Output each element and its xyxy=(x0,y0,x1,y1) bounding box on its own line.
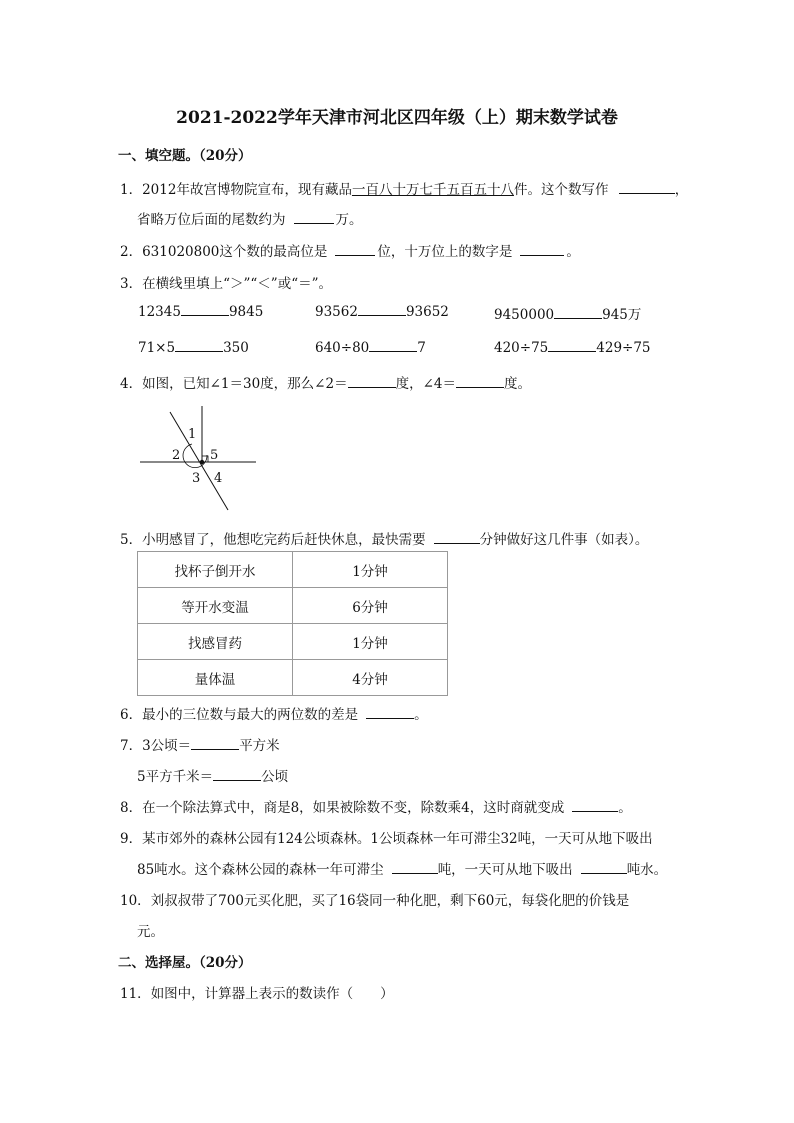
question-number: 7． xyxy=(120,738,143,754)
angle-label-2: 2 xyxy=(172,448,181,463)
question-number: 6． xyxy=(120,707,143,723)
table-row xyxy=(138,552,448,588)
question-9-line-2 xyxy=(137,858,667,878)
q7-unit-a: 平方米 xyxy=(239,738,280,754)
q10-line1: 刘叔叔带了700元买化肥，买了16袋同一种化肥，剩下60元，每袋化肥的价钱是 xyxy=(150,893,630,909)
q1-text-post: 件。这个数写作 xyxy=(513,182,609,198)
compare-left: 93562 xyxy=(315,304,358,320)
q5-text-a: 小明感冒了，他想吃完药后赶快休息，最快需要 xyxy=(142,532,426,548)
table-cell: 1分钟 xyxy=(293,552,448,588)
vertex-point xyxy=(200,460,204,464)
q4-text-b: 度，∠4＝ xyxy=(395,376,456,392)
q6-punct: 。 xyxy=(414,707,428,723)
angle-label-1: 1 xyxy=(188,427,197,442)
compare-left: 9450000 xyxy=(494,307,555,323)
angle-label-4: 4 xyxy=(214,471,223,486)
page-title: 2021-2022学年天津市河北区四年级（上）期末数学试卷 xyxy=(176,108,618,128)
question-3 xyxy=(120,272,332,292)
q9-text-c: 吨水。 xyxy=(626,862,668,878)
q7-text-a: 3公顷＝ xyxy=(142,738,192,754)
question-number: 4． xyxy=(120,376,143,392)
answer-blank[interactable] xyxy=(548,339,596,352)
q11-text: 如图中，计算器上表示的数读作（ ） xyxy=(150,986,394,1002)
q5-text-b: 分钟做好这几件事（如表）。 xyxy=(479,532,649,548)
q1-underlined-number-words: 一百八十万七千五百五十八 xyxy=(351,182,514,198)
answer-blank[interactable] xyxy=(358,303,406,316)
answer-blank[interactable] xyxy=(434,531,480,544)
answer-blank[interactable] xyxy=(294,211,334,224)
answer-blank[interactable] xyxy=(348,375,396,388)
table-cell: 量体温 xyxy=(138,660,293,696)
table-cell: 1分钟 xyxy=(293,624,448,660)
question-2 xyxy=(120,240,580,260)
compare-left: 71×5 xyxy=(138,340,176,356)
question-number: 2． xyxy=(120,244,143,260)
compare-item xyxy=(315,303,449,320)
answer-blank[interactable] xyxy=(581,861,627,874)
q9-text-a: 85吨水。这个森林公园的森林一年可滞尘 xyxy=(137,862,384,878)
compare-left: 420÷75 xyxy=(494,340,549,356)
answer-blank[interactable] xyxy=(175,339,223,352)
question-5 xyxy=(120,528,648,548)
compare-right: 9845 xyxy=(228,304,264,320)
q9-text-b: 吨，一天可从地下吸出 xyxy=(437,862,573,878)
compare-item xyxy=(494,339,651,356)
answer-blank[interactable] xyxy=(456,375,504,388)
section-heading-choice: 二、选择屋。（20分） xyxy=(118,955,252,971)
table-row xyxy=(138,660,448,696)
table-row xyxy=(138,624,448,660)
q1-line2-text: 省略万位后面的尾数约为 xyxy=(137,212,286,228)
answer-blank[interactable] xyxy=(335,243,375,256)
q1-punct: ， xyxy=(674,182,689,198)
question-number: 8． xyxy=(120,800,143,816)
question-10-line-2: 元。 xyxy=(137,924,164,940)
table-cell: 4分钟 xyxy=(293,660,448,696)
question-7-line-2 xyxy=(137,765,288,785)
compare-left: 640÷80 xyxy=(315,340,370,356)
compare-item xyxy=(315,339,426,356)
compare-right: 7 xyxy=(417,340,426,356)
answer-blank[interactable] xyxy=(392,861,438,874)
compare-left: 12345 xyxy=(138,304,181,320)
question-10-line-1 xyxy=(120,889,629,909)
q7-text-c: 5平方千米＝ xyxy=(137,769,214,785)
answer-blank[interactable] xyxy=(366,706,414,719)
q2-text-a: 631020800这个数的最高位是 xyxy=(142,244,328,260)
table-row xyxy=(138,588,448,624)
compare-right: 429÷75 xyxy=(596,340,651,356)
table-cell: 找杯子倒开水 xyxy=(138,552,293,588)
compare-right: 93652 xyxy=(405,304,449,320)
question-1-line-1 xyxy=(120,178,688,198)
q2-text-b: 位，十万位上的数字是 xyxy=(377,244,513,260)
answer-blank[interactable] xyxy=(619,181,675,194)
compare-item xyxy=(138,339,249,356)
angle-label-5: 5 xyxy=(210,448,219,463)
compare-item xyxy=(494,303,641,323)
compare-right: 945万 xyxy=(602,307,642,323)
question-1-line-2 xyxy=(137,208,363,228)
q2-text-c: 。 xyxy=(566,244,580,260)
q9-line1: 某市郊外的森林公园有124公顷森林。1公顷森林一年可滞尘32吨，一天可从地下吸出 xyxy=(142,831,653,847)
section-heading-fill-blank: 一、填空题。（20分） xyxy=(118,148,252,164)
question-11 xyxy=(120,982,394,1002)
table-cell: 等开水变温 xyxy=(138,588,293,624)
table-cell: 6分钟 xyxy=(293,588,448,624)
angle-label-3: 3 xyxy=(192,471,201,486)
q6-text: 最小的三位数与最大的两位数的差是 xyxy=(142,707,359,723)
question-number: 9． xyxy=(120,831,143,847)
question-number: 10． xyxy=(120,893,151,909)
q7-unit-b: 公顷 xyxy=(261,769,289,785)
question-8 xyxy=(120,796,632,816)
answer-blank[interactable] xyxy=(213,768,261,781)
question-7-line-1 xyxy=(120,734,280,754)
q1-line2-unit: 万。 xyxy=(335,212,363,228)
table-cell: 找感冒药 xyxy=(138,624,293,660)
q1-text-pre: 2012年故宫博物院宣布，现有藏品 xyxy=(142,182,352,198)
question-number: 11． xyxy=(120,986,151,1002)
compare-item xyxy=(138,303,263,320)
answer-blank[interactable] xyxy=(369,339,417,352)
q4-text-a: 如图，已知∠1＝30度，那么∠2＝ xyxy=(142,376,348,392)
q3-text: 在横线里填上“＞”“＜”或“＝”。 xyxy=(142,276,333,292)
answer-blank[interactable] xyxy=(520,243,564,256)
q4-text-c: 度。 xyxy=(503,376,531,392)
answer-blank[interactable] xyxy=(554,306,602,319)
question-6 xyxy=(120,703,428,723)
question-9-line-1 xyxy=(120,827,653,847)
task-time-table xyxy=(137,551,448,696)
question-4 xyxy=(120,372,531,392)
q8-punct: 。 xyxy=(618,800,632,816)
compare-right: 350 xyxy=(223,340,249,356)
answer-blank[interactable] xyxy=(191,737,239,750)
answer-blank[interactable] xyxy=(181,303,229,316)
question-number: 3． xyxy=(120,276,143,292)
angle-figure xyxy=(130,398,270,518)
q8-text: 在一个除法算式中，商是8，如果被除数不变，除数乘4，这时商就变成 xyxy=(142,800,565,816)
question-number: 5． xyxy=(120,532,143,548)
answer-blank[interactable] xyxy=(572,799,618,812)
question-number: 1． xyxy=(120,182,143,198)
